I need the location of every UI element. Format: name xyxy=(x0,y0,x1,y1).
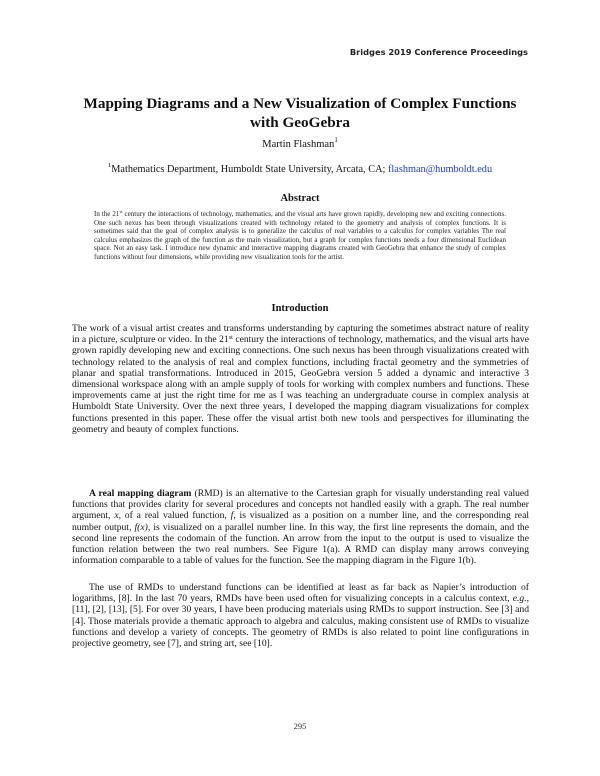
affiliation xyxy=(0,164,600,175)
author-name: Martin Flashman xyxy=(262,139,335,150)
page-number: 295 xyxy=(293,721,307,731)
abstract-heading: Abstract xyxy=(280,193,320,204)
body-paragraph: A real mapping diagram (RMD) is an alternative to the Cartesian graph for visually understanding real valued functions that provides clarity for several procedures and concepts not handled easily with a graph. The real number argument, x, of a real valued function, f, is visualized as a position on a number line, and the corresponding real number output, f(x), is visualized on a parallel number line. In this way, the first line represents the domain, and the second line represents the codomain of the function. An arrow from the input to the output is used to visualize the function relation between the two real numbers. See Figure 1(a). A RMD can display many arrows conveying information comparable to a table of values for the function. See the mapping diagram in the Figure 1(b). xyxy=(72,488,529,567)
paper-title xyxy=(60,94,540,132)
affiliation-text: Mathematics Department, Humboldt State University, Arcata, CA; xyxy=(111,164,388,175)
term-real-mapping-diagram: A real mapping diagram xyxy=(89,488,192,499)
running-header: Bridges 2019 Conference Proceedings xyxy=(349,47,528,57)
author-footnote-mark: 1 xyxy=(334,137,338,144)
author-email-link[interactable]: flashman@humboldt.edu xyxy=(387,164,493,175)
title-line-2: with GeoGebra xyxy=(250,114,350,131)
introduction-heading: Introduction xyxy=(271,303,329,314)
title-line-1: Mapping Diagrams and a New Visualization of Complex Functions xyxy=(83,95,517,112)
abstract-text: In the 21st century the interactions of technology, mathematics, and the visual arts have grown rapidly, developing new and exciting connections. One such nexus has been through visualizations created with technology related to the geometry and analysis of complex functions. It is sometimes said that the goal of complex analysis is to generalize the calculus of real variables to a calculus for complex variables The real calculus emphasizes the graph of the function as the main visualization, but a graph for complex functions needs a four dimensional Euclidean space. Not an easy task. I introduce new dynamic and interactive mapping diagrams created with GeoGebra that enhance the study of complex functions without four dimensions, while providing new visualization tools for the artist. xyxy=(94,209,506,261)
body-paragraph: The use of RMDs to understand functions can be identified at least as far back as Napier’s introduction of logarithms, [8]. In the last 70 years, RMDs have been used often for visualizing concepts in a calculus context, e.g., [11], [2], [13], [5]. For over 30 years, I have been producing materials using RMDs to support instruction. See [3] and [4]. Those materials provide a thematic approach to algebra and calculus, making consistent use of RMDs to visualize functions and develop a variety of concepts. The geometry of RMDs is also related to point line configurations in projective geometry, see [7], and string art, see [10]. xyxy=(72,582,529,650)
affiliation-mark: 1 xyxy=(107,162,112,169)
body-paragraph: The work of a visual artist creates and transforms understanding by capturing the sometimes abstract nature of reality in a picture, sculpture or video. In the 21st century the interactions of technology, mathematics, and the visual arts have grown rapidly developing new and exciting connections. One such nexus has been through visualizations created with technology related to the analysis of real and complex functions, including fractal geometry and the symmetries of planar and spatial transformations. Introduced in 2015, GeoGebra version 5 added a dynamic and interactive 3 dimensional workspace along with an ample supply of tools for working with complex numbers and functions. These improvements came at just the right time for me as I was teaching an undergraduate course in complex analysis at Humboldt State University. Over the next three years, I developed the mapping diagram visualizations for complex functions presented in this paper. These offer the visual artist both new tools and perspectives for illuminating the geometry and beauty of complex functions. xyxy=(72,323,529,435)
author xyxy=(0,139,600,150)
